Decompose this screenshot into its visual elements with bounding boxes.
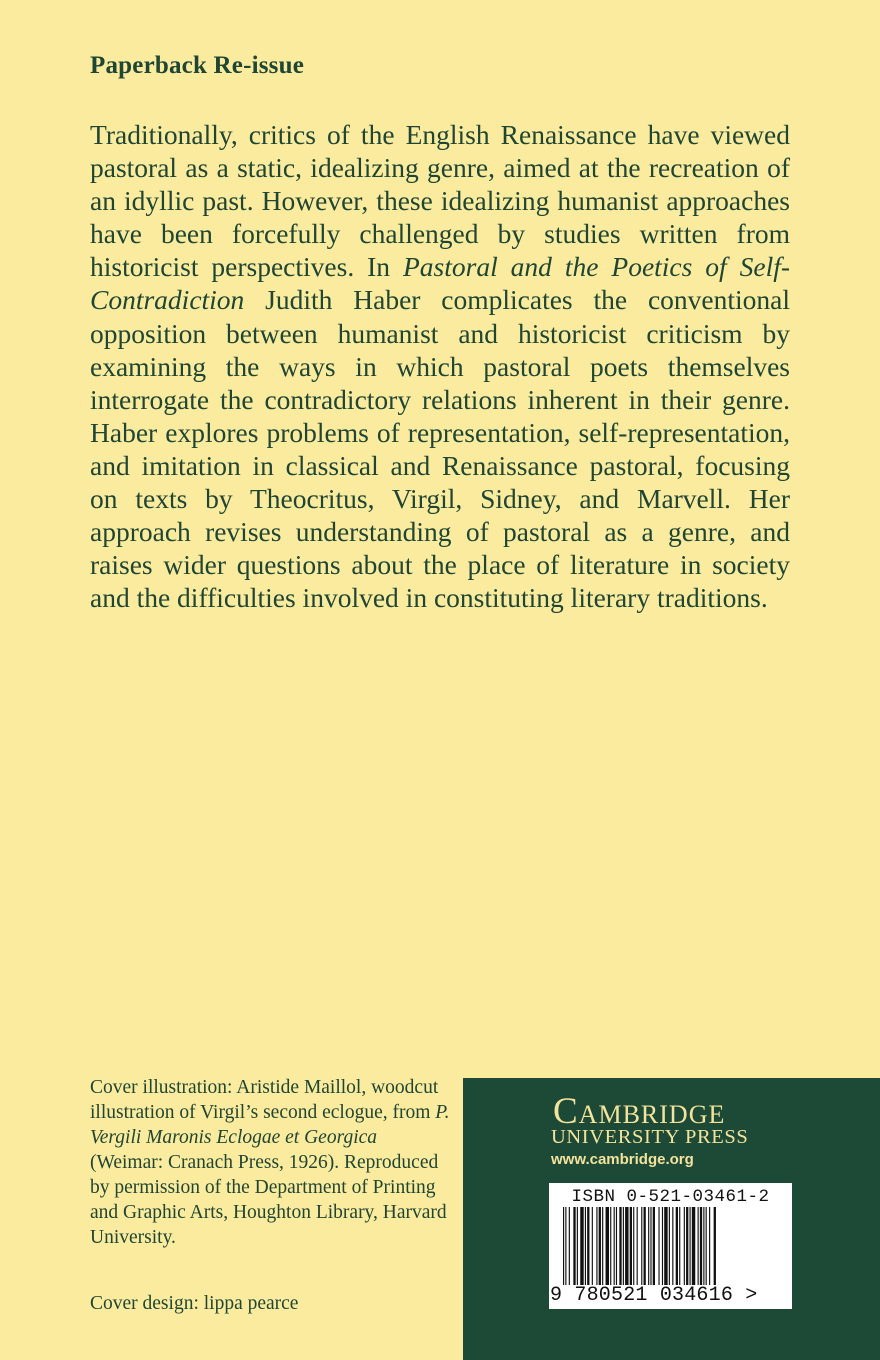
- barcode-bar: [690, 1207, 691, 1285]
- ean-digits: 9 780521 034616 >: [550, 1284, 758, 1307]
- credit-source-title: P. Vergili Maronis Eclogae et Georgica: [90, 1102, 450, 1148]
- barcode-bar: [573, 1207, 575, 1285]
- barcode-bar: [602, 1207, 603, 1285]
- publisher-name: Cambridge: [553, 1091, 726, 1132]
- barcode-bar: [679, 1207, 680, 1285]
- barcode-bar: [599, 1207, 601, 1285]
- barcode-bar: [616, 1207, 617, 1285]
- cover-illustration-credit: [90, 1075, 450, 1250]
- barcode-bar: [610, 1207, 611, 1285]
- barcode-bar: [623, 1207, 624, 1285]
- barcode-bar: [619, 1207, 621, 1285]
- barcode-bar: [630, 1207, 632, 1285]
- barcode-bar: [676, 1207, 678, 1285]
- barcode-bar: [684, 1207, 685, 1285]
- publisher-subtitle: UNIVERSITY PRESS: [551, 1126, 749, 1148]
- barcode-bar: [563, 1207, 564, 1285]
- cover-design-credit: Cover design: lippa pearce: [90, 1293, 299, 1314]
- barcode-bar: [569, 1207, 570, 1285]
- publisher-panel: [463, 1078, 880, 1360]
- barcode-bar: [686, 1207, 688, 1285]
- barcode-bar: [698, 1207, 699, 1285]
- isbn-number: ISBN 0-521-03461-2: [571, 1187, 770, 1207]
- barcode-bar: [709, 1207, 710, 1285]
- credit-text-1: Cover illustration: Aristide Maillol, woodcut illustration of Virgil’s second eclogue, from: [90, 1077, 439, 1123]
- barcode-bar: [587, 1207, 589, 1285]
- barcode-bar: [700, 1207, 702, 1285]
- barcode-bar: [692, 1207, 695, 1285]
- barcode-bar: [625, 1207, 628, 1285]
- barcode-bar: [580, 1207, 583, 1285]
- barcode-bar: [672, 1207, 673, 1285]
- barcode-bar: [664, 1207, 667, 1285]
- barcode-bar: [650, 1207, 651, 1285]
- barcode-bar: [565, 1207, 566, 1285]
- barcode-bar: [648, 1207, 649, 1285]
- barcode-bar: [577, 1207, 578, 1285]
- description: [90, 118, 790, 614]
- description-text-1: Traditionally, critics of the English Renaissance have viewed pastoral as a static, idealizing genre, aimed at the recreation of an idyllic past. However, these idealizing humanist approaches have been forcefully challenged by studies written from historicist perspectives. In: [90, 119, 790, 283]
- barcode-bar: [662, 1207, 663, 1285]
- barcode-bar: [714, 1207, 716, 1285]
- barcode-label: [549, 1183, 792, 1309]
- barcode-bar: [706, 1207, 707, 1285]
- barcode-bar: [633, 1207, 634, 1285]
- barcode-bar: [641, 1207, 642, 1285]
- barcode-bar: [596, 1207, 597, 1285]
- barcode-bar: [606, 1207, 609, 1285]
- barcode-bar: [614, 1207, 615, 1285]
- barcode-bar: [703, 1207, 704, 1285]
- barcode-bar: [653, 1207, 655, 1285]
- book-title: Pastoral and the Poetics of Self-Contradiction: [90, 251, 791, 316]
- barcode-bar: [669, 1207, 670, 1285]
- barcode-bar: [585, 1207, 586, 1285]
- credit-text-2: (Weimar: Cranach Press, 1926). Reproduced by permission of the Department of Printing and Graphic Arts, Houghton Library, Harvard University.: [90, 1152, 447, 1248]
- publisher-url: www.cambridge.org: [551, 1151, 694, 1168]
- barcode-bar: [658, 1207, 659, 1285]
- barcode-icon: [549, 1207, 792, 1287]
- heading: Paperback Re-issue: [90, 52, 305, 79]
- barcode-bar: [592, 1207, 593, 1285]
- barcode-bar: [637, 1207, 638, 1285]
- barcode-bar: [644, 1207, 646, 1285]
- description-text-2: Judith Haber complicates the conventional opposition between humanist and historicist criticism by examining the ways in which pastoral poets themselves interrogate the contradictory relations inherent in their genre. Haber explores problems of representation, self-representation, and imitation in classical and Renaissance pastoral, focusing on texts by Theocritus, Virgil, Sidney, and Marvell. Her approach revises understanding of pastoral as a genre, and raises wider questions about the place of literature in society and the difficulties involved in constituting literary traditions.: [90, 284, 790, 614]
